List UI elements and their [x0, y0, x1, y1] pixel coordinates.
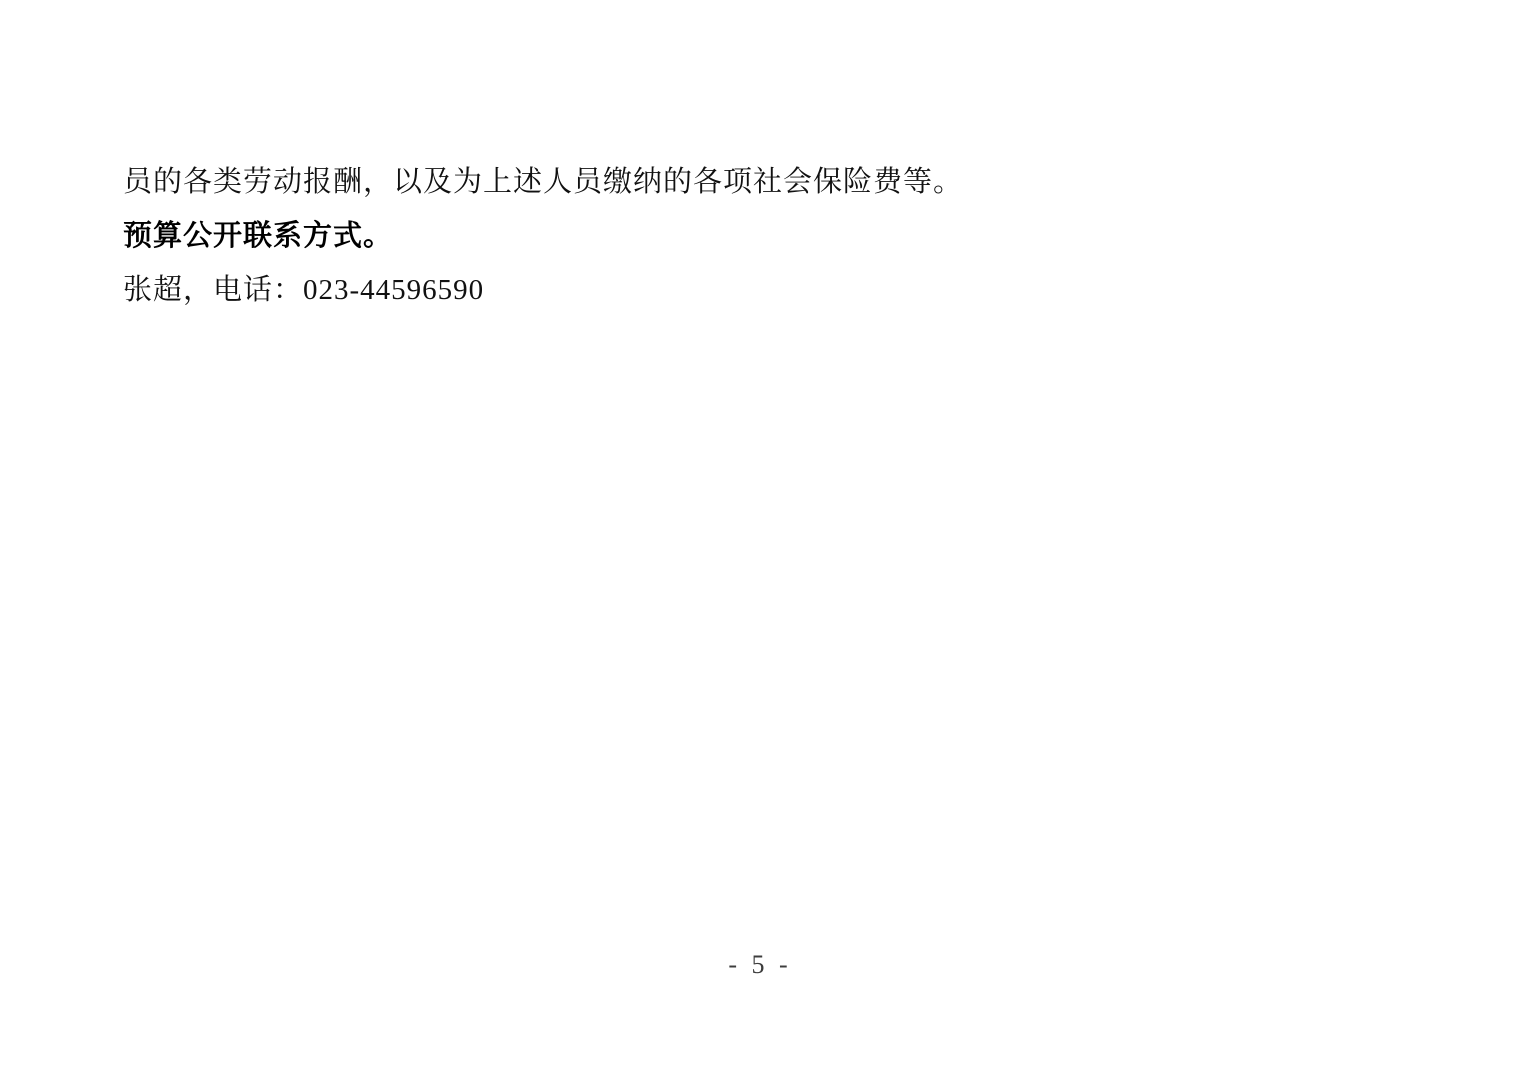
document-body [123, 155, 1410, 317]
paragraph-contact-info: 张超，电话：023-44596590 [123, 274, 485, 306]
paragraph-contact-heading: 预算公开联系方式。 [123, 220, 394, 252]
paragraph-continuation-text: 员的各类劳动报酬，以及为上述人员缴纳的各项社会保险费等。 [123, 166, 964, 198]
page-number: - 5 - [728, 950, 792, 979]
